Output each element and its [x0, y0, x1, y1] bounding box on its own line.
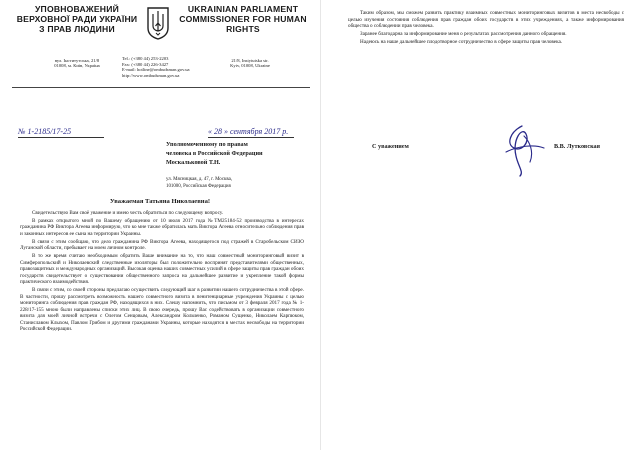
- page-divider: [320, 0, 321, 450]
- outgoing-number: № 1-2185/17-25: [18, 127, 72, 136]
- letterhead-en-title: UKRAINIAN PARLIAMENT COMMISSIONER FOR HUMAN RIGHTS: [179, 4, 307, 34]
- letterhead-en-address: [214, 58, 286, 69]
- contact-email: E-mail: hotline@ombudsman.gov.ua: [122, 67, 190, 73]
- addressee-city: 101000, Российская Федерация: [166, 183, 231, 189]
- en-address-line1: 21/8, Instytutska str.: [231, 58, 269, 63]
- addressee-street: ул. Мясницкая, д. 47, г. Москва,: [166, 177, 233, 182]
- contact-web: http://www.ombudsman.gov.ua: [122, 72, 180, 78]
- outgoing-number-underline: [18, 137, 104, 138]
- ua-address-line2: 01008, м. Київ, Україна: [54, 63, 100, 69]
- letter-body-left: [20, 210, 304, 334]
- addressee-line2: человека в Российской Федерации: [166, 149, 263, 157]
- letter-body-right: [348, 10, 624, 47]
- ua-address-line1: вул. Інститутська, 21/8: [54, 58, 100, 63]
- addressee-line1: Уполномоченному по правам: [166, 141, 248, 148]
- letter-date: « 28 » сентября 2017 р.: [208, 127, 289, 136]
- trident-emblem-icon: [145, 6, 171, 40]
- body-paragraph: В связи с этим сообщаю, что дело гражданина РФ Виктора Агеева, находящегося под стражей в Старобельском СИЗО Луганской области, пребывает на моем личном контроле.: [20, 238, 304, 252]
- addressee-line3: Москальковой Т.Н.: [166, 158, 221, 166]
- signer-name: В.В. Лутковская: [554, 143, 600, 150]
- en-address-line2: Kyiv, 01008, Ukraine: [230, 63, 270, 69]
- letterhead-ua-title: УПОВНОВАЖЕНИЙ ВЕРХОВНОЇ РАДИ УКРАЇНИ З ПРАВ ЛЮДИНИ: [16, 4, 138, 34]
- letterhead-contacts: [122, 56, 214, 78]
- body-paragraph: Надеюсь на наше дальнейшее плодотворное сотрудничество в сфере защиты прав человека.: [360, 38, 563, 45]
- letterhead-ua-address: [36, 58, 118, 69]
- contact-phone: Tel.: (+380 44) 253-2203: [122, 56, 169, 61]
- body-paragraph: В связи с этим, со своей стороны предлагаю осуществить следующий шаг в развитии нашего сотрудничества в этой сфере. В частности, прошу рассмотреть возможность нашего совместного визита в пенитенциарные учреждения Украины с целью мониторинга соблюдения прав граждан РФ, находящихся в них. Слешу напомнить, что письмом от 3 февраля 2017 года № 1-228/17-155 мною были направлены списки этих лиц. В свою очередь, прошу Вас содействовать в организации совместного визита для моей личной встречи с Олегом Сенцовым, Александром Кольченко, Романом Сущенко, Николаем Карпюком, Станиславом Клыхом, Павлом Грибом и другими гражданами Украины, которые находятся в местах несвободы на территории Российской Федерации.: [20, 287, 304, 333]
- addressee-postal-address: [166, 177, 316, 190]
- body-paragraph: Таким образом, мы сможем развить практику взаимных совместных мониторинговых визитов в места несвободы с целью изучения состояния соблюдения прав граждан обоих государств в этих учреждениях, а также информирования общества о соблюдении прав человека.: [348, 10, 624, 30]
- letterhead-rule: [12, 87, 310, 88]
- addressee-block: [166, 141, 316, 167]
- body-paragraph: Заранее благодарна за информирование меня о результатах рассмотрения данного обращения.: [360, 30, 567, 37]
- date-underline: [208, 137, 294, 138]
- handwritten-signature: [500, 122, 548, 178]
- contact-fax: Fax: (+380 44) 226-3427: [122, 61, 169, 67]
- closing-phrase: С уважением: [372, 143, 409, 150]
- body-paragraph: В то же время считаю необходимым обратить Ваше внимание на то, что наш совместный мониторинговый визит в Симферопольский и Николаевский следственные изоляторы был положительно воспринят представителями общественных, правозащитных и международных организаций. Высокая оценка наших совместных усилий в сфере защиты прав граждан обоих государств свидетельствует о существовании общественного запроса на дальнейшее развитие и укрепление такой формы практического взаимодействия.: [20, 253, 304, 286]
- salutation: Уважаемая Татьяна Николаевна!: [109, 198, 211, 205]
- body-paragraph: Свидетельствую Вам своё уважение и имею честь обратиться по следующему вопросу.: [32, 210, 224, 216]
- body-paragraph: В рамках открытого мной по Вашему обращению от 10 июля 2017 года №TM25184-52 производства в интересах гражданина РФ Виктора Агеева информирую, что ко мне также обратилась мать Виктора Агеева относительно соблюдения прав и законных интересов ее сына на территории Украины.: [20, 217, 304, 237]
